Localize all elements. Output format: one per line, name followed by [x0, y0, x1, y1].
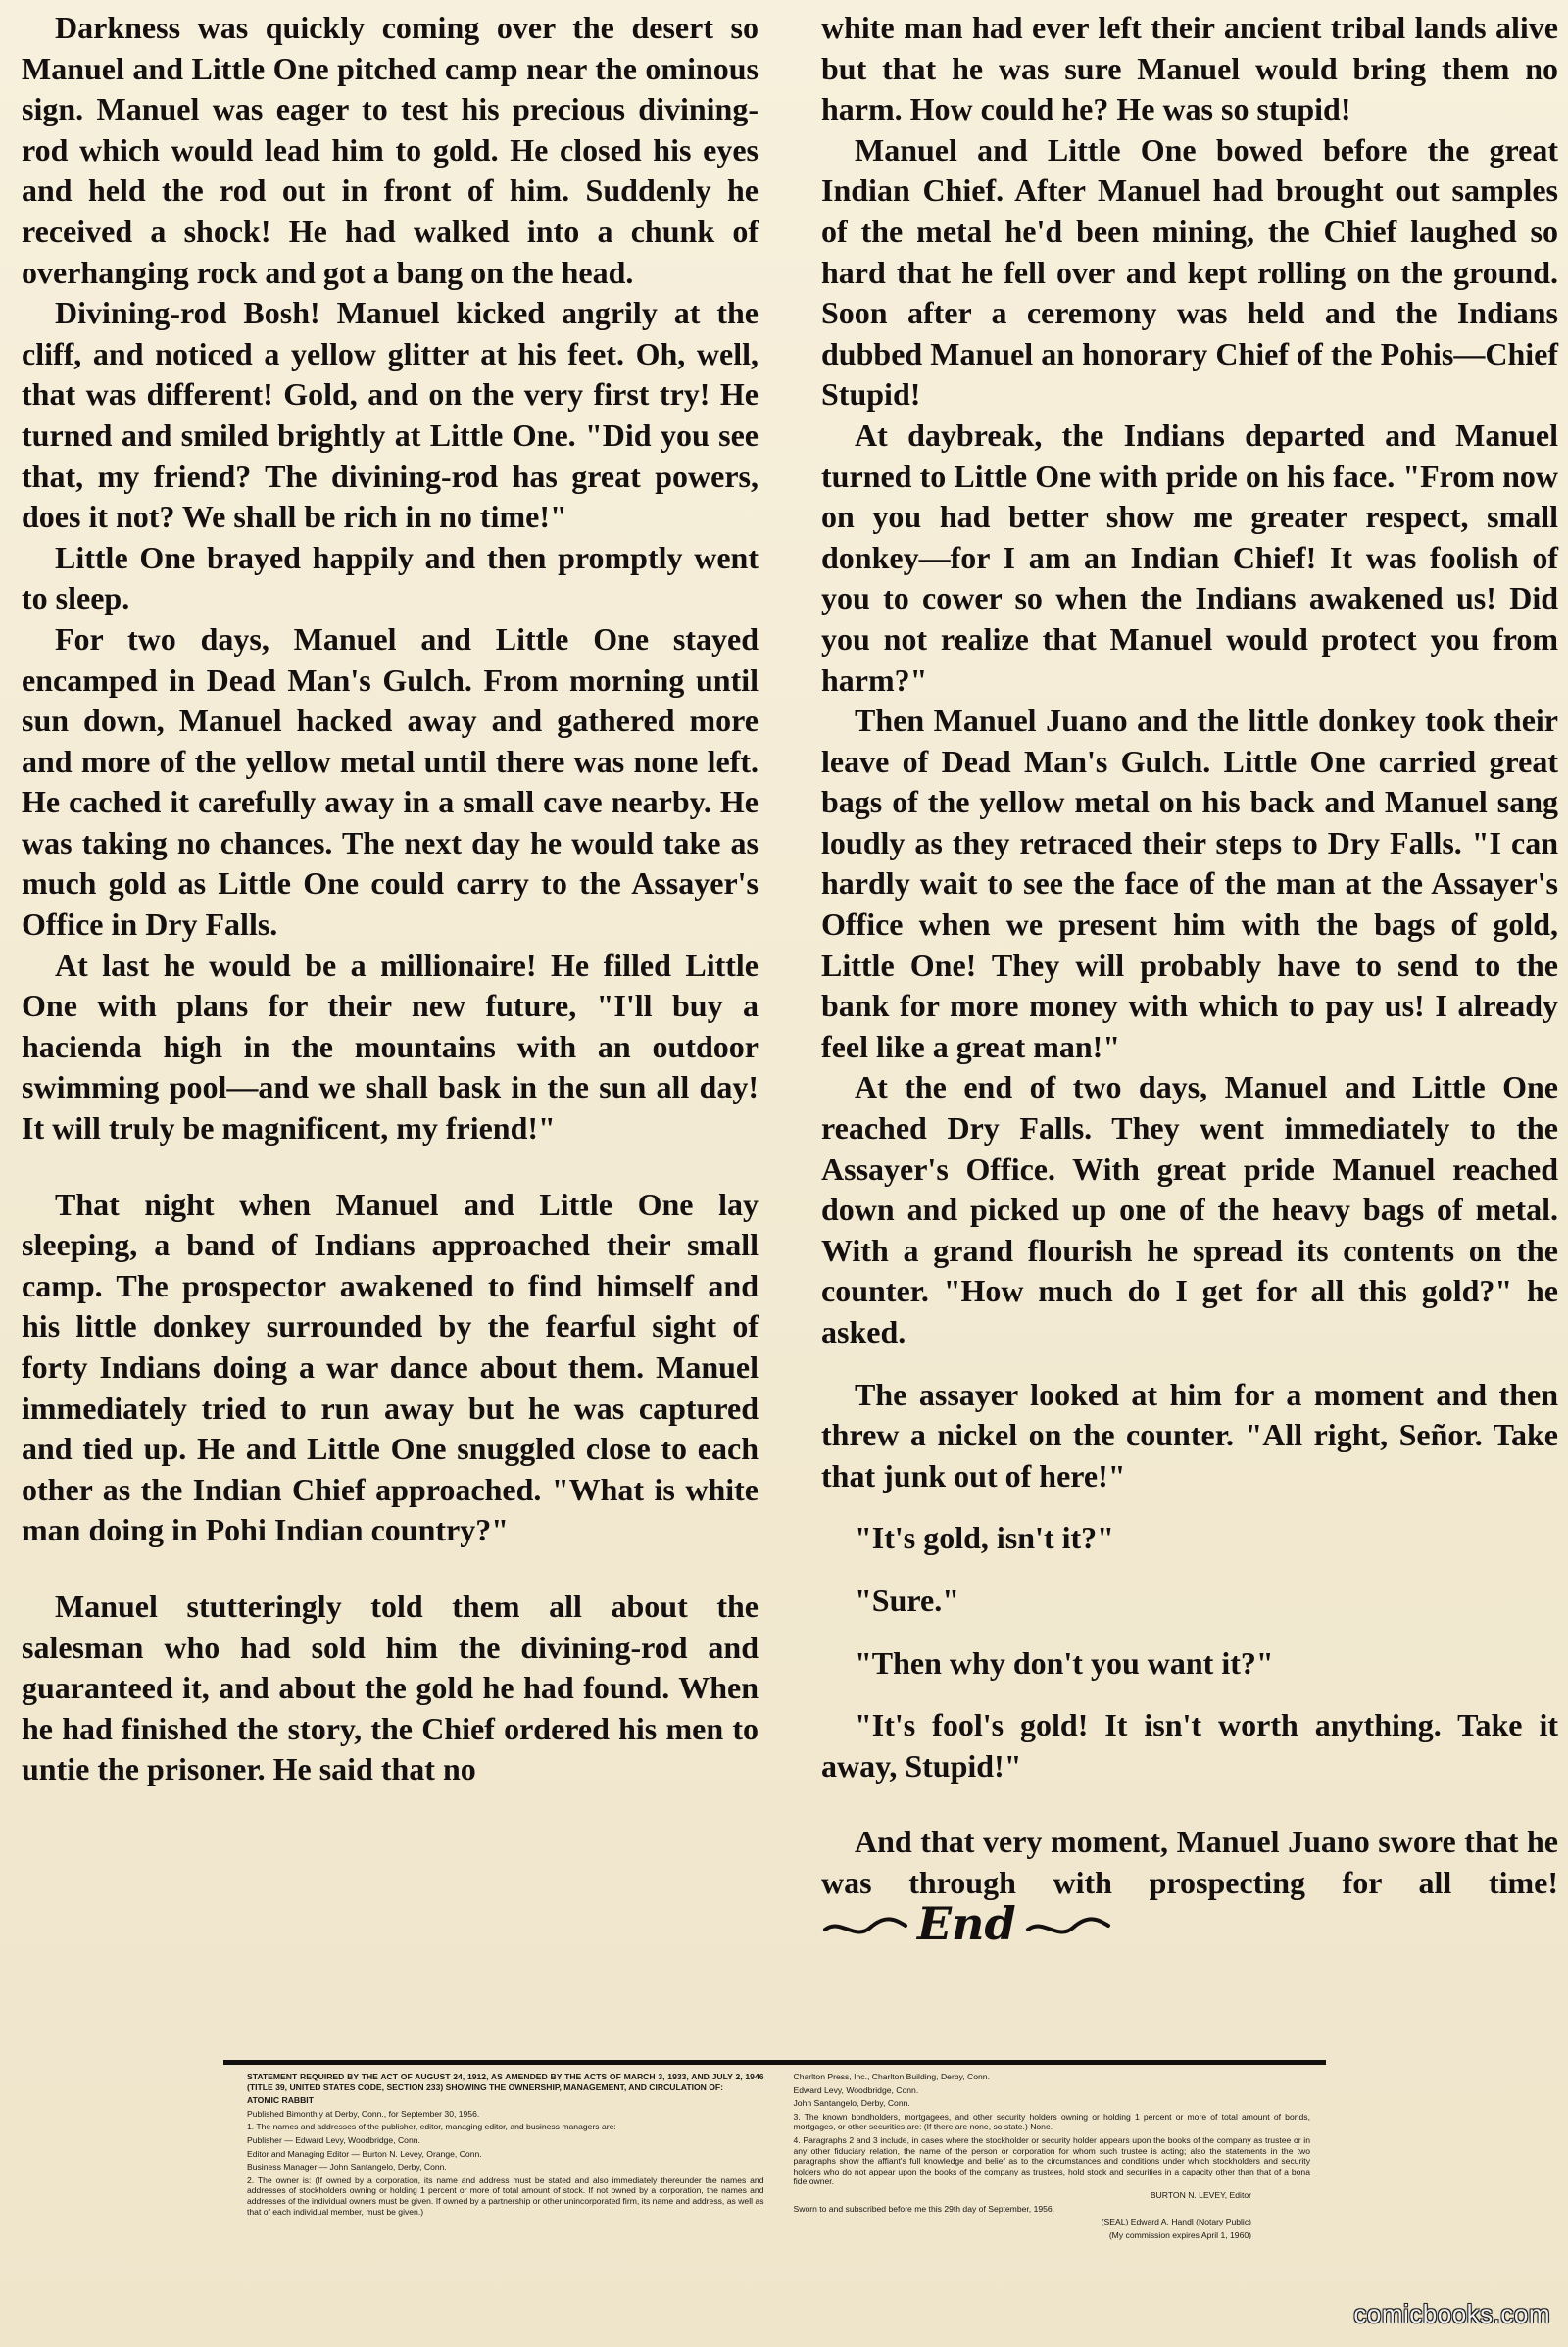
ownership-statement-left [247, 2072, 764, 2282]
statement-line: Editor and Managing Editor — Burton N. Levey, Orange, Conn. [247, 2148, 482, 2159]
statement-line: Sworn to and subscribed before me this 29th day of September, 1956. [793, 2203, 1055, 2214]
paragraph: The assayer looked at him for a moment and then threw a nickel on the counter. "All right, Señor. Take that junk out of here!" [821, 1376, 1558, 1493]
ownership-statement [247, 2072, 1310, 2282]
squiggle-right-icon [1024, 1916, 1112, 1939]
paragraph: At daybreak, the Indians departed and Manuel turned to Little One with pride on his face. "From now on you had better show me greater respect, small donkey—for I am an Indian Chief! It was foolish of you to cower so when the Indians awakened us! Did you not realize that Manuel would protect you from harm?" [821, 416, 1558, 698]
paragraph: Manuel stutteringly told them all about the salesman who had sold him the divining-rod and guaranteed it, and about the gold he had found. When he had finished the story, the Chief ordered his men to untie the prisoner. He said that no [22, 1588, 759, 1787]
statement-line: Charlton Press, Inc., Charlton Building, Derby, Conn. [793, 2072, 990, 2081]
site-watermark: comicbooks.com [1353, 2299, 1550, 2328]
statement-line: Published Bimonthly at Derby, Conn., for September 30, 1956. [247, 2108, 480, 2119]
editor-signature: BURTON N. LEVEY, Editor [1150, 2189, 1251, 2200]
statement-line: Business Manager — John Santangelo, Derby, Conn. [247, 2162, 447, 2173]
closing-paragraph [821, 1822, 1558, 1949]
statement-line: 3. The known bondholders, mortgagees, and other security holders owning or holding 1 percent or more of total amount of bonds, mortgages, or other securities are: (If there are none, so state.) None. [793, 2111, 1310, 2132]
paragraph: At last he would be a millionaire! He filled Little One with plans for their new future, "I'll buy a hacienda high in the mountains with an outdoor swimming pool—and we shall bask in the sun all day! It will truly be magnificent, my friend!" [22, 947, 759, 1147]
commission-line: (My commission expires April 1, 1960) [1108, 2229, 1251, 2240]
paragraph: For two days, Manuel and Little One stayed encamped in Dead Man's Gulch. From morning until sun down, Manuel hacked away and gathered more and more of the yellow metal until there was none left. He cached it carefully away in a small cave nearby. He was taking no chances. The next day he would take as much gold as Little One could carry to the Assayer's Office in Dry Falls. [22, 620, 759, 943]
notary-line: (SEAL) Edward A. Handl (Notary Public) [1101, 2217, 1251, 2227]
publication-name: ATOMIC RABBIT [247, 2095, 314, 2106]
dialogue-line: "It's gold, isn't it?" [855, 1520, 1114, 1556]
end-ornament [821, 1896, 1112, 1950]
ownership-statement-right [794, 2072, 1311, 2282]
story-right-column [821, 8, 1558, 1949]
paragraph: white man had ever left their ancient tribal lands alive but that he was sure Manuel would bring them no harm. How could he? He was so stupid! [821, 10, 1558, 127]
squiggle-left-icon [821, 1916, 909, 1939]
notice-divider [223, 2060, 1326, 2065]
paragraph: Then Manuel Juano and the little donkey took their leave of Dead Man's Gulch. Little One carried great bags of the yellow metal on his back and Manuel sang loudly as they retraced their steps to Dry Falls. "I can hardly wait to see the face of the man at the Assayer's Office when we present him with the bags of gold, Little One! They will probably have to send to the bank for more money with which to pay us! I already feel like a great man!" [821, 703, 1558, 1064]
statement-line: Edward Levy, Woodbridge, Conn. [793, 2084, 919, 2095]
paragraph: Darkness was quickly coming over the desert so Manuel and Little One pitched camp near the ominous sign. Manuel was eager to test his precious divining-rod which would lead him to gold. He closed his eyes and held the rod out in front of him. Suddenly he received a shock! He had walked into a chunk of overhanging rock and got a bang on the head. [22, 10, 759, 290]
closing-text: And that very moment, Manuel Juano swore that he was through with prospecting for all time! [821, 1824, 1558, 1900]
dialogue-line: "It's fool's gold! It isn't worth anything. Take it away, Stupid!" [821, 1707, 1558, 1784]
statement-line: Publisher — Edward Levy, Woodbridge, Conn. [247, 2134, 420, 2145]
paragraph: Little One brayed happily and then promptly went to sleep. [22, 539, 759, 616]
story-left-column [22, 8, 759, 1790]
statement-heading: STATEMENT REQUIRED BY THE ACT OF AUGUST 24, 1912, AS AMENDED BY THE ACTS OF MARCH 3, 1933, AND JULY 2, 1946 (TITLE 39, UNITED STATES CODE, SECTION 233) SHOWING THE OWNERSHIP, MANAGEMENT, AND CIRCULATION OF: [247, 2072, 764, 2092]
paragraph: Manuel and Little One bowed before the great Indian Chief. After Manuel had brought out samples of the metal he'd been mining, the Chief laughed so hard that he fell over and kept rolling on the ground. Soon after a ceremony was held and the Indians dubbed Manuel an honorary Chief of the Pohis—Chief Stupid! [821, 131, 1558, 413]
statement-line: 1. The names and addresses of the publisher, editor, managing editor, and business managers are: [247, 2122, 616, 2132]
paragraph: Divining-rod Bosh! Manuel kicked angrily at the cliff, and noticed a yellow glitter at his feet. Oh, well, that was different! Gold, and on the very first try! He turned and smiled brightly at Little One. "Did you see that, my friend? The divining-rod has great powers, does it not? We shall be rich in no time!" [22, 295, 759, 535]
statement-line: John Santangelo, Derby, Conn. [793, 2098, 910, 2109]
dialogue-line: "Then why don't you want it?" [855, 1644, 1274, 1681]
end-mark: End [917, 1896, 1016, 1950]
paragraph: That night when Manuel and Little One lay sleeping, a band of Indians approached their small camp. The prospector awakened to find himself and his little donkey surrounded by the fearful sight of forty Indians doing a war dance about them. Manuel immediately tried to run away but he was captured and tied up. He and Little One snuggled close to each other as the Indian Chief approached. "What is white man doing in Pohi Indian country?" [22, 1186, 759, 1548]
statement-line: 4. Paragraphs 2 and 3 include, in cases where the stockholder or security holder appears upon the books of the company as trustee or in any other fiduciary relation, the name of the person or corporation for whom such trustee is acting; also the statements in the two paragraphs show the affiant's full knowledge and belief as to the circumstances and conditions under which stockholders and security holders who do not appear upon the books of the company as trustees, hold stock and securities in a capacity other than that of a bona fide owner. [793, 2134, 1310, 2187]
paragraph: At the end of two days, Manuel and Little One reached Dry Falls. They went immediately to the Assayer's Office. With great pride Manuel reached down and picked up one of the heavy bags of metal. With a grand flourish he spread its contents on the counter. "How much do I get for all this gold?" he asked. [821, 1069, 1558, 1349]
statement-line: 2. The owner is: (If owned by a corporation, its name and address must be stated and also immediately thereunder the names and addresses of stockholders owning or holding 1 percent or more of total amount of stock. If not owned by a corporation, the names and addresses of the individual owners must be given. If owned by a partnership or other unincorporated firm, its name and address, as well as that of each individual member, must be given.) [247, 2175, 764, 2217]
dialogue-line: "Sure." [855, 1582, 959, 1618]
